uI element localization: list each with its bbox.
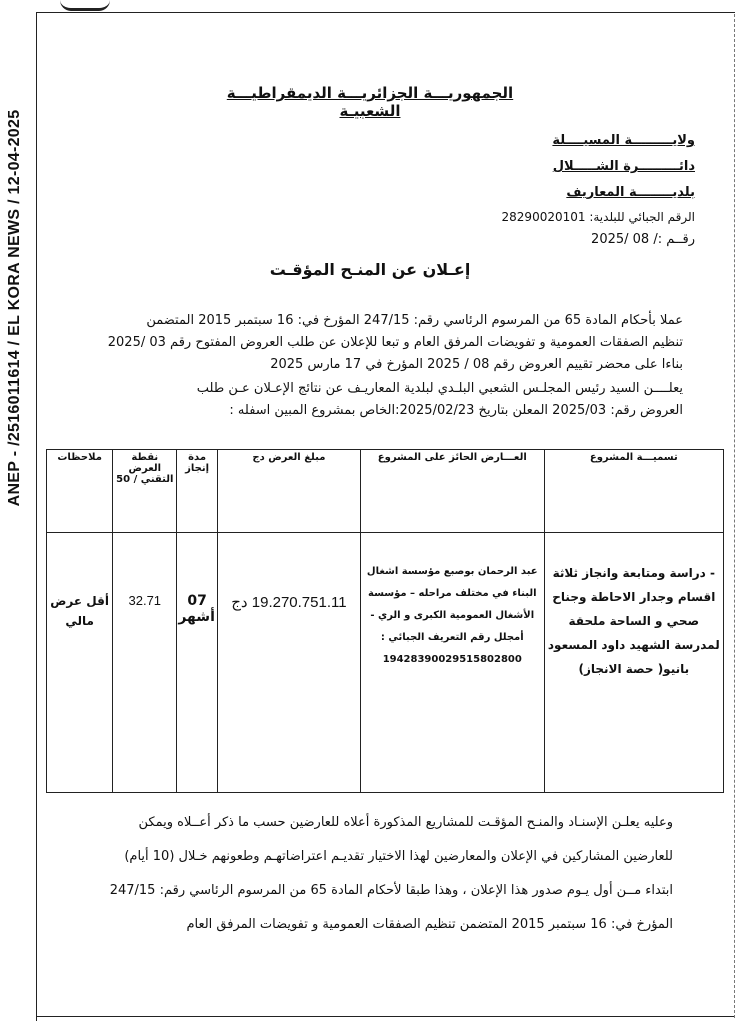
intro-line-3: بناءا على محضر تقييم العروض رقم 08 / 2025 المؤرخ في 17 مارس 2025 (270, 357, 683, 372)
header-winner: العـــارض الحائز على المشروع (360, 450, 544, 533)
winner-name: عبد الرحمان بوصبع مؤسسة اشغال البناء في مختلف مراحله – مؤسسة الأشغال العمومية الكبرى و الري - أمجلل رقم التعريف الجبائي : (366, 566, 538, 643)
cell-duration: 07 أشهر (177, 533, 218, 793)
closing-line-4: المؤرخ في: 16 سبتمبر 2015 المتضمن تنظيم الصفقات العمومية و تفويضات المرفق العام (186, 917, 673, 932)
cell-score: 32.71 (113, 533, 177, 793)
page-frame-right (733, 14, 735, 1018)
closing-line-1: وعليه يعلـن الإسنـاد والمنـح المؤقـت للمشاريع المذكورة أعلاه للعارضين حسب ما ذكر أعــلاه ويمكن (138, 815, 673, 830)
header-score: نقطة العرض التقني / 50 (113, 450, 177, 533)
side-label (2, 28, 28, 588)
cell-winner (360, 533, 544, 793)
intro-line-4: يعلــــن السيد رئيس المجلـس الشعبي البلـدي لبلدية المعاريـف عن نتائج الإعـلان عـن طلب (196, 381, 683, 396)
winner-tax-id: 19428390029515802800 (382, 654, 522, 665)
wilaya-line: ولايـــــــــة المسيــــلة (552, 133, 695, 148)
intro-line-2: تنظيم الصفقات العمومية و تفويضات المرفق العام و تبعا للإعلان عن طلب العروض المفتوح رقم 03 /2025 (107, 335, 683, 350)
republic-title: الجمهوريـــة الجزائريـــة الديمقراطيـــة الشعبيـة (226, 84, 514, 120)
closing-paragraph (53, 806, 673, 942)
reference-number: رقــم :/ 08 /2025 (591, 232, 695, 247)
cell-project: - دراسة ومتابعة وانجاز ثلاثة اقسام وجدار الاحاطة وجناح صحي و الساحة ملحقة لمدرسة الشهيد داود المسعود بانيو( حصة الانجاز) (544, 533, 723, 793)
top-mark (60, 0, 110, 11)
announcement-heading: إعـلان عن المنـح المؤقـت (269, 260, 471, 279)
header-notes: ملاحظات (47, 450, 113, 533)
page-frame-bottom (36, 1016, 734, 1017)
closing-line-2: للعارضين المشاركين في الإعلان والمعارضين لهذا الاختيار تقديـم اعتراضاتهـم وطعونهم خـلال (10 أيام) (124, 849, 673, 864)
intro-line-1: عملا بأحكام المادة 65 من المرسوم الرئاسي رقم: 247/15 المؤرخ في: 16 سبتمبر 2015 المتضمن (146, 313, 683, 328)
cell-amount: 19.270.751.11 دج (217, 533, 360, 793)
commune-line: بلديــــــــة المعاريف (566, 185, 695, 200)
table-header-row (47, 450, 724, 533)
table-row (47, 533, 724, 793)
side-label-text: ANEP - /2516011614 / EL KORA NEWS / 12-04-2025 (6, 109, 23, 507)
award-table (46, 449, 724, 793)
commune-tax-id: الرقم الجبائي للبلدية: 28290020101 (501, 210, 695, 224)
daira-line: دائـــــــــرة الشـــــلال (552, 159, 695, 174)
header-project: تسميـــة المشروع (544, 450, 723, 533)
closing-line-3: ابتداء مــن أول يـوم صدور هذا الإعلان ، وهذا طبقا لأحكام المادة 65 من المرسوم الرئاسي رقم: 247/15 (109, 883, 673, 898)
cell-notes: أقل عرض مالي (47, 533, 113, 793)
header-amount: مبلغ العرض دج (217, 450, 360, 533)
intro-line-5: العروض رقم: 2025/03 المعلن بتاريخ 2025/02/23:الخاص بمشروع المبين اسفله : (229, 403, 683, 418)
header-duration: مدة إنجاز (177, 450, 218, 533)
address-block (435, 128, 695, 206)
